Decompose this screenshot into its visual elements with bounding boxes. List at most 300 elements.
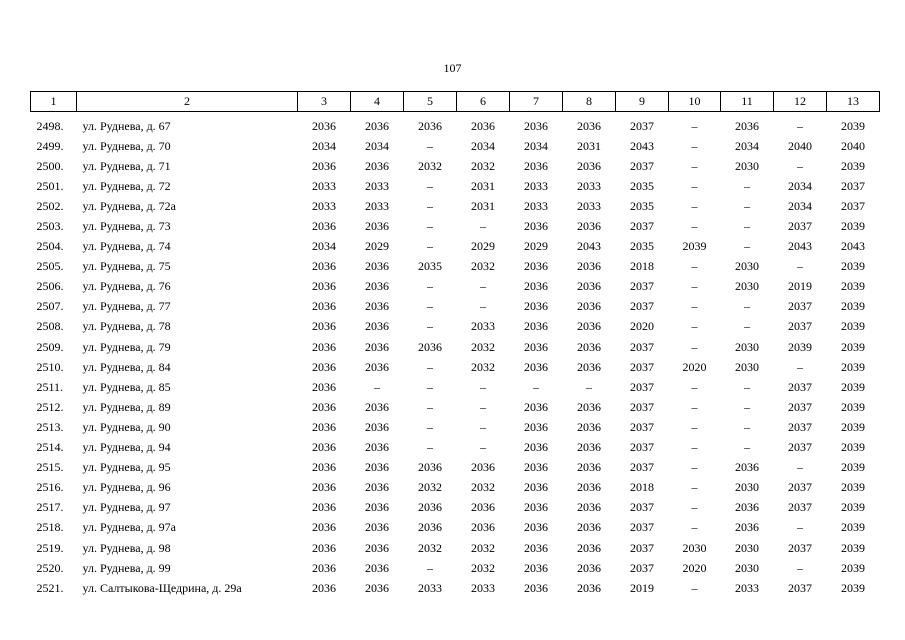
address-cell: ул. Руднева, д. 84	[82, 359, 171, 374]
year-cell: 2036	[471, 460, 495, 475]
year-cell: –	[797, 560, 803, 575]
year-cell: 2036	[365, 419, 389, 434]
year-cell: 2039	[841, 158, 865, 173]
year-cell: 2036	[524, 299, 548, 314]
table-row	[31, 112, 880, 137]
row-number: 2503.	[36, 219, 64, 234]
year-cell: 2036	[524, 580, 548, 595]
year-cell: 2036	[577, 440, 601, 455]
year-cell: –	[691, 319, 698, 334]
year-cell: 2036	[577, 399, 601, 414]
year-cell: 2036	[471, 500, 495, 515]
year-cell: 2032	[418, 540, 442, 555]
year-cell: 2037	[630, 359, 654, 374]
year-cell: 2039	[841, 299, 865, 314]
table-row	[31, 558, 880, 578]
year-cell: 2036	[577, 279, 601, 294]
year-cell: 2036	[312, 259, 336, 274]
year-cell: –	[480, 219, 486, 234]
year-cell: 2036	[524, 339, 548, 354]
row-number: 2504.	[36, 239, 64, 254]
year-cell: 2036	[524, 359, 548, 374]
year-cell: 2036	[577, 540, 601, 555]
year-cell: 2036	[312, 339, 336, 354]
address-cell: ул. Руднева, д. 72а	[82, 198, 176, 213]
row-number: 2498.	[36, 118, 64, 133]
year-cell: 2035	[630, 198, 654, 213]
year-cell: 2036	[524, 419, 548, 434]
year-cell: 2033	[365, 178, 389, 193]
year-cell: 2036	[365, 560, 389, 575]
column-header: 5	[404, 92, 457, 112]
year-cell: 2037	[630, 460, 654, 475]
year-cell: 2036	[312, 480, 336, 495]
row-number: 2513.	[36, 419, 64, 434]
address-cell: ул. Руднева, д. 71	[82, 158, 171, 173]
year-cell: 2039	[841, 440, 865, 455]
year-cell: 2036	[365, 219, 389, 234]
column-header: 2	[77, 92, 298, 112]
year-cell: 2036	[418, 118, 442, 133]
year-cell: –	[744, 239, 750, 254]
year-cell: –	[797, 118, 803, 133]
year-cell: 2036	[577, 560, 601, 575]
year-cell: 2032	[418, 158, 442, 173]
table-row	[31, 438, 880, 458]
table-row	[31, 478, 880, 498]
year-cell: 2043	[630, 138, 654, 153]
address-cell: ул. Руднева, д. 72	[82, 178, 171, 193]
address-cell: ул. Руднева, д. 97а	[82, 520, 176, 535]
year-cell: 2034	[365, 138, 389, 153]
year-cell: 2039	[841, 259, 865, 274]
year-cell: 2033	[471, 580, 495, 595]
year-cell: –	[480, 399, 486, 414]
year-cell: 2036	[312, 399, 336, 414]
year-cell: –	[691, 138, 698, 153]
year-cell: 2037	[788, 419, 812, 434]
row-number: 2514.	[36, 440, 64, 455]
year-cell: –	[691, 178, 698, 193]
table-body	[31, 112, 880, 599]
address-cell: ул. Руднева, д. 74	[82, 239, 171, 254]
address-cell: ул. Салтыкова-Щедрина, д. 29а	[82, 580, 242, 595]
year-cell: 2018	[630, 259, 654, 274]
year-cell: –	[744, 319, 750, 334]
year-cell: 2037	[788, 540, 812, 555]
year-cell: –	[744, 440, 750, 455]
year-cell: 2036	[577, 460, 601, 475]
year-cell: –	[691, 339, 698, 354]
year-cell: 2034	[735, 138, 759, 153]
year-cell: –	[691, 299, 698, 314]
table-row	[31, 136, 880, 156]
row-number: 2508.	[36, 319, 64, 334]
year-cell: 2037	[788, 399, 812, 414]
year-cell: 2030	[735, 339, 759, 354]
year-cell: –	[480, 419, 486, 434]
year-cell: 2036	[577, 359, 601, 374]
year-cell: 2039	[788, 339, 812, 354]
year-cell: –	[427, 319, 433, 334]
address-cell: ул. Руднева, д. 77	[82, 299, 171, 314]
year-cell: –	[427, 379, 433, 394]
year-cell: 2036	[577, 339, 601, 354]
year-cell: 2031	[577, 138, 601, 153]
year-cell: 2033	[312, 198, 336, 213]
year-cell: 2036	[418, 500, 442, 515]
year-cell: –	[427, 399, 433, 414]
year-cell: 2036	[312, 419, 336, 434]
year-cell: 2020	[630, 319, 654, 334]
year-cell: 2036	[577, 299, 601, 314]
year-cell: –	[427, 299, 433, 314]
year-cell: 2037	[630, 560, 654, 575]
year-cell: 2036	[735, 500, 759, 515]
table-row	[31, 196, 880, 216]
table-row	[31, 458, 880, 478]
year-cell: 2039	[841, 118, 865, 133]
column-header: 3	[298, 92, 351, 112]
year-cell: 2036	[577, 500, 601, 515]
year-cell: 2037	[630, 299, 654, 314]
year-cell: –	[691, 580, 698, 595]
address-cell: ул. Руднева, д. 97	[82, 500, 171, 515]
address-cell: ул. Руднева, д. 98	[82, 540, 171, 555]
year-cell: 2036	[312, 520, 336, 535]
year-cell: 2037	[630, 219, 654, 234]
year-cell: 2036	[365, 399, 389, 414]
column-header: 6	[457, 92, 510, 112]
year-cell: 2037	[788, 299, 812, 314]
year-cell: 2036	[365, 359, 389, 374]
year-cell: 2034	[524, 138, 548, 153]
year-cell: 2033	[577, 178, 601, 193]
table-row	[31, 518, 880, 538]
year-cell: 2036	[418, 339, 442, 354]
year-cell: –	[427, 219, 433, 234]
year-cell: –	[797, 259, 803, 274]
address-cell: ул. Руднева, д. 75	[82, 259, 171, 274]
column-header: 7	[510, 92, 563, 112]
row-number: 2512.	[36, 399, 64, 414]
year-cell: 2036	[524, 279, 548, 294]
address-cell: ул. Руднева, д. 78	[82, 319, 171, 334]
year-cell: 2036	[524, 500, 548, 515]
row-number: 2516.	[36, 480, 64, 495]
year-cell: 2018	[630, 480, 654, 495]
year-cell: 2035	[418, 259, 442, 274]
year-cell: –	[744, 299, 750, 314]
year-cell: 2037	[630, 540, 654, 555]
year-cell: 2037	[630, 500, 654, 515]
year-cell: 2032	[471, 339, 495, 354]
year-cell: 2037	[788, 379, 812, 394]
address-cell: ул. Руднева, д. 67	[82, 118, 171, 133]
row-number: 2511.	[36, 379, 64, 394]
year-cell: –	[427, 419, 433, 434]
table-row	[31, 297, 880, 317]
table-row	[31, 237, 880, 257]
year-cell: –	[427, 178, 433, 193]
year-cell: 2036	[365, 440, 389, 455]
year-cell: 2039	[841, 339, 865, 354]
year-cell: 2036	[418, 460, 442, 475]
row-number: 2506.	[36, 279, 64, 294]
year-cell: –	[691, 440, 698, 455]
year-cell: 2036	[312, 440, 336, 455]
year-cell: 2029	[471, 239, 495, 254]
year-cell: 2037	[788, 219, 812, 234]
year-cell: 2037	[841, 198, 865, 213]
table-row	[31, 578, 880, 598]
year-cell: –	[691, 118, 698, 133]
year-cell: 2037	[630, 419, 654, 434]
year-cell: 2030	[735, 540, 759, 555]
address-cell: ул. Руднева, д. 76	[82, 279, 171, 294]
year-cell: 2033	[471, 319, 495, 334]
year-cell: 2037	[630, 279, 654, 294]
year-cell: 2037	[630, 440, 654, 455]
year-cell: 2030	[735, 560, 759, 575]
year-cell: 2019	[630, 580, 654, 595]
table-row	[31, 397, 880, 417]
year-cell: –	[744, 379, 750, 394]
row-number: 2500.	[36, 158, 64, 173]
address-cell: ул. Руднева, д. 95	[82, 460, 171, 475]
year-cell: 2033	[365, 198, 389, 213]
row-number: 2507.	[36, 299, 64, 314]
year-cell: 2036	[312, 460, 336, 475]
year-cell: –	[691, 520, 698, 535]
year-cell: 2037	[788, 440, 812, 455]
year-cell: 2019	[788, 279, 812, 294]
year-cell: –	[797, 520, 803, 535]
year-cell: 2036	[365, 520, 389, 535]
year-cell: 2036	[312, 580, 336, 595]
year-cell: 2032	[471, 560, 495, 575]
year-cell: 2036	[418, 520, 442, 535]
year-cell: 2036	[312, 118, 336, 133]
year-cell: –	[427, 279, 433, 294]
year-cell: 2036	[524, 259, 548, 274]
year-cell: 2039	[841, 560, 865, 575]
year-cell: –	[374, 379, 380, 394]
column-number-row	[31, 92, 880, 112]
year-cell: 2031	[471, 198, 495, 213]
year-cell: –	[691, 259, 698, 274]
year-cell: 2037	[788, 319, 812, 334]
year-cell: 2036	[365, 500, 389, 515]
year-cell: 2033	[524, 178, 548, 193]
year-cell: 2036	[524, 118, 548, 133]
year-cell: –	[691, 480, 698, 495]
column-header: 8	[563, 92, 616, 112]
year-cell: 2036	[524, 560, 548, 575]
year-cell: 2036	[312, 500, 336, 515]
table-row	[31, 417, 880, 437]
year-cell: 2039	[841, 500, 865, 515]
year-cell: 2037	[788, 580, 812, 595]
year-cell: 2030	[735, 480, 759, 495]
row-number: 2505.	[36, 259, 64, 274]
row-number: 2501.	[36, 178, 64, 193]
year-cell: 2031	[471, 178, 495, 193]
year-cell: 2036	[365, 339, 389, 354]
year-cell: 2036	[312, 540, 336, 555]
year-cell: 2039	[682, 239, 707, 254]
year-cell: 2032	[471, 540, 495, 555]
year-cell: –	[691, 399, 698, 414]
year-cell: 2036	[365, 319, 389, 334]
year-cell: –	[691, 500, 698, 515]
column-header: 1	[31, 92, 77, 112]
year-cell: 2032	[471, 259, 495, 274]
year-cell: 2036	[577, 580, 601, 595]
address-cell: ул. Руднева, д. 99	[82, 560, 171, 575]
year-cell: 2037	[841, 178, 865, 193]
year-cell: –	[427, 560, 433, 575]
year-cell: 2036	[365, 259, 389, 274]
address-cell: ул. Руднева, д. 70	[82, 138, 171, 153]
year-cell: –	[797, 158, 803, 173]
table-row	[31, 277, 880, 297]
year-cell: 2037	[630, 339, 654, 354]
year-cell: –	[744, 219, 750, 234]
year-cell: –	[691, 279, 698, 294]
row-number: 2510.	[36, 359, 64, 374]
year-cell: –	[427, 239, 433, 254]
year-cell: 2037	[630, 379, 654, 394]
year-cell: 2036	[577, 520, 601, 535]
year-cell: 2033	[524, 198, 548, 213]
year-cell: 2030	[735, 359, 759, 374]
column-header: 12	[774, 92, 827, 112]
year-cell: 2036	[524, 158, 548, 173]
year-cell: –	[427, 359, 433, 374]
year-cell: 2039	[841, 419, 865, 434]
year-cell: 2036	[524, 480, 548, 495]
year-cell: 2039	[841, 379, 865, 394]
year-cell: 2043	[841, 239, 865, 254]
year-cell: 2039	[841, 460, 865, 475]
year-cell: –	[797, 359, 803, 374]
year-cell: 2032	[418, 480, 442, 495]
year-cell: 2036	[524, 540, 548, 555]
year-cell: 2034	[312, 138, 336, 153]
column-header: 4	[351, 92, 404, 112]
year-cell: 2036	[312, 359, 336, 374]
year-cell: 2036	[524, 319, 548, 334]
year-cell: 2036	[577, 319, 601, 334]
address-cell: ул. Руднева, д. 73	[82, 219, 171, 234]
table-row	[31, 257, 880, 277]
row-number: 2509.	[36, 339, 64, 354]
year-cell: 2036	[365, 158, 389, 173]
address-cell: ул. Руднева, д. 94	[82, 440, 171, 455]
year-cell: –	[744, 399, 750, 414]
year-cell: 2034	[471, 138, 495, 153]
year-cell: 2036	[312, 379, 336, 394]
year-cell: –	[480, 440, 486, 455]
year-cell: 2036	[577, 158, 601, 173]
year-cell: 2034	[312, 239, 336, 254]
year-cell: 2039	[841, 520, 865, 535]
year-cell: 2036	[365, 299, 389, 314]
year-cell: 2037	[788, 500, 812, 515]
year-cell: 2036	[577, 259, 601, 274]
row-number: 2515.	[36, 460, 64, 475]
year-cell: 2034	[788, 178, 812, 193]
year-cell: 2029	[365, 239, 389, 254]
year-cell: –	[427, 138, 433, 153]
year-cell: 2030	[735, 259, 759, 274]
year-cell: 2032	[471, 480, 495, 495]
year-cell: 2036	[577, 118, 601, 133]
year-cell: 2034	[788, 198, 812, 213]
table-row	[31, 498, 880, 518]
year-cell: 2033	[577, 198, 601, 213]
year-cell: 2040	[841, 138, 865, 153]
year-cell: 2036	[365, 580, 389, 595]
column-header: 10	[669, 92, 721, 112]
year-cell: 2037	[630, 520, 654, 535]
row-number: 2518.	[36, 520, 64, 535]
year-cell: 2039	[841, 219, 865, 234]
year-cell: 2030	[735, 158, 759, 173]
year-cell: 2039	[841, 580, 865, 595]
year-cell: 2033	[312, 178, 336, 193]
year-cell: 2037	[630, 158, 654, 173]
year-cell: 2039	[841, 399, 865, 414]
year-cell: 2040	[788, 138, 812, 153]
year-cell: 2036	[365, 540, 389, 555]
housing-register-table	[30, 91, 880, 598]
table-row	[31, 377, 880, 397]
year-cell: 2020	[682, 359, 707, 374]
year-cell: –	[744, 419, 750, 434]
address-cell: ул. Руднева, д. 96	[82, 480, 171, 495]
year-cell: –	[427, 440, 433, 455]
year-cell: 2039	[841, 359, 865, 374]
row-number: 2520.	[36, 560, 64, 575]
year-cell: 2037	[788, 480, 812, 495]
year-cell: –	[691, 219, 698, 234]
year-cell: 2037	[630, 399, 654, 414]
year-cell: –	[480, 299, 486, 314]
address-cell: ул. Руднева, д. 90	[82, 419, 171, 434]
column-header: 13	[827, 92, 880, 112]
year-cell: 2036	[471, 118, 495, 133]
year-cell: –	[427, 198, 433, 213]
year-cell: –	[480, 279, 486, 294]
row-number: 2517.	[36, 500, 64, 515]
row-number: 2521.	[36, 580, 64, 595]
year-cell: 2036	[577, 480, 601, 495]
year-cell: 2036	[524, 460, 548, 475]
address-cell: ул. Руднева, д. 79	[82, 339, 171, 354]
year-cell: 2036	[524, 219, 548, 234]
year-cell: 2036	[735, 118, 759, 133]
year-cell: 2036	[365, 118, 389, 133]
table-row	[31, 156, 880, 176]
year-cell: 2030	[682, 540, 707, 555]
year-cell: –	[744, 178, 750, 193]
year-cell: 2036	[365, 279, 389, 294]
year-cell: 2039	[841, 540, 865, 555]
year-cell: 2036	[365, 480, 389, 495]
year-cell: 2036	[312, 219, 336, 234]
